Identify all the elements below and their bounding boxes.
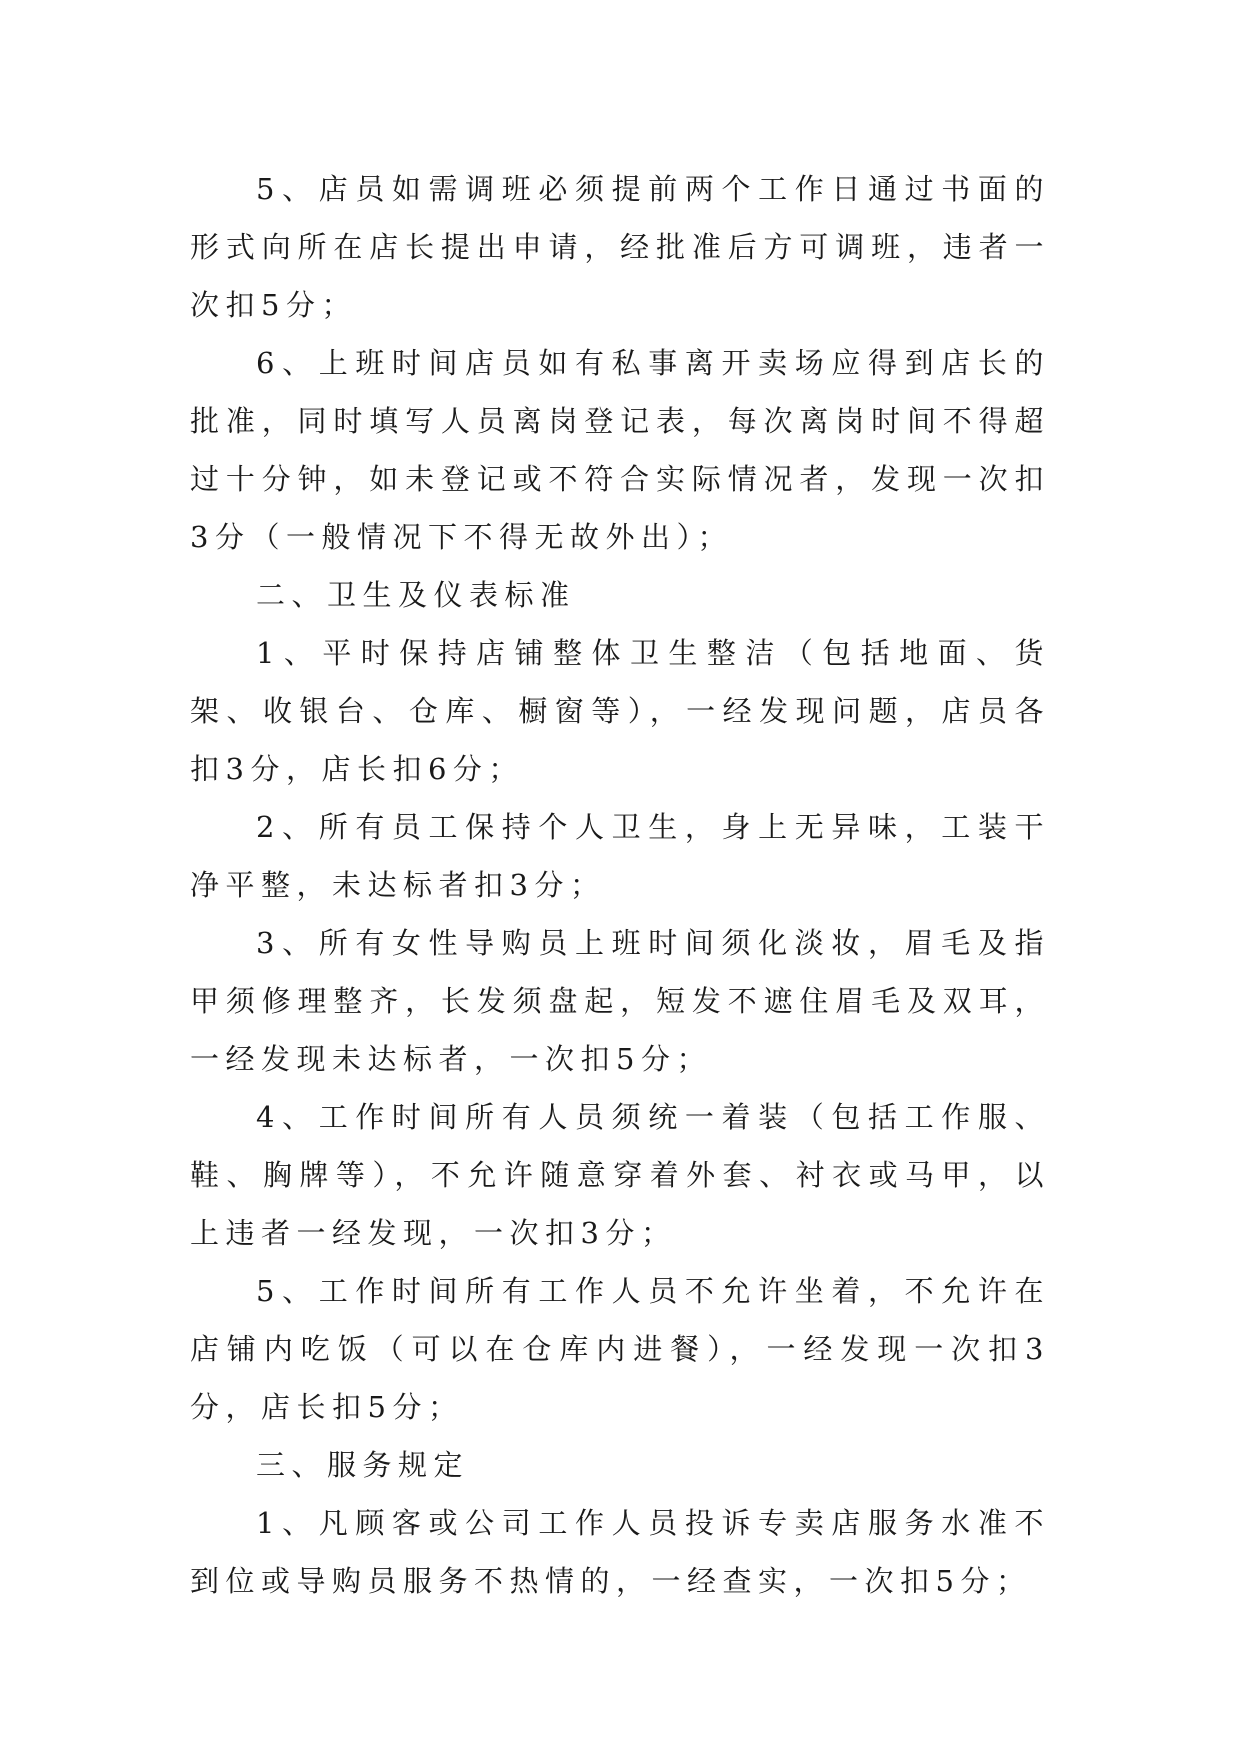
paragraph-complaint-rule: 1、凡顾客或公司工作人员投诉专卖店服务水准不到位或导购员服务不热情的，一经查实，一次扣5分； — [190, 1506, 1050, 1598]
paragraph-no-sitting-eating-rule: 5、工作时间所有工作人员不允许坐着，不允许在店铺内吃饭（可以在仓库内进餐），一经发现一次扣3分，店长扣5分； — [190, 1274, 1050, 1424]
paragraph-store-cleanliness-rule: 1、平时保持店铺整体卫生整洁（包括地面、货架、收银台、仓库、橱窗等），一经发现问题，店员各扣3分，店长扣6分； — [190, 636, 1050, 786]
section-heading-service: 三、服务规定 — [256, 1448, 470, 1482]
paragraph-uniform-rule: 4、工作时间所有人员须统一着装（包括工作服、鞋、胸牌等），不允许随意穿着外套、衬衣或马甲，以上违者一经发现，一次扣3分； — [190, 1100, 1050, 1250]
document-body — [190, 160, 1050, 1610]
section-heading-hygiene: 二、卫生及仪表标准 — [256, 578, 576, 612]
paragraph-shift-change-rule: 5、店员如需调班必须提前两个工作日通过书面的形式向所在店长提出申请，经批准后方可调班，违者一次扣5分； — [190, 172, 1050, 322]
paragraph-personal-hygiene-rule: 2、所有员工保持个人卫生，身上无异味，工装干净平整，未达标者扣3分； — [190, 810, 1050, 902]
paragraph-makeup-grooming-rule: 3、所有女性导购员上班时间须化淡妆，眉毛及指甲须修理整齐，长发须盘起，短发不遮住眉毛及双耳，一经发现未达标者，一次扣5分； — [190, 926, 1050, 1076]
paragraph-leave-post-rule: 6、上班时间店员如有私事离开卖场应得到店长的批准，同时填写人员离岗登记表，每次离岗时间不得超过十分钟，如未登记或不符合实际情况者，发现一次扣3分（一般情况下不得无故外出）； — [190, 346, 1050, 554]
